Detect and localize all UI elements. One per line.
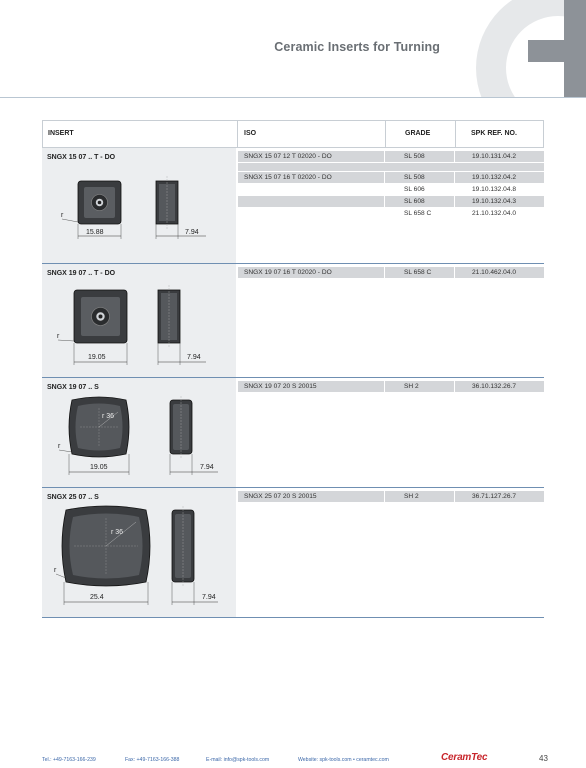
dim-radius: r	[61, 212, 64, 219]
dim-width: 19.05	[90, 464, 108, 471]
insert-table	[42, 120, 544, 618]
ceramtec-logo: CeramTec	[441, 752, 488, 763]
dim-corner: r 36	[102, 413, 115, 420]
cell-divider	[454, 267, 455, 278]
insert-name: SNGX 25 07 .. S	[47, 494, 99, 501]
cell-ref: 21.10.132.04.0	[472, 210, 516, 217]
insert-drawing-sngx-1907-t	[42, 264, 236, 378]
cell-grade: SL 606	[404, 186, 425, 193]
cell-divider	[454, 172, 455, 183]
cell-ref: 36.71.127.26.7	[472, 493, 516, 500]
cell-ref: 36.10.132.26.7	[472, 383, 516, 390]
header-rule	[0, 97, 586, 98]
cell-iso: SNGX 15 07 12 T 02020 - DO	[244, 153, 332, 160]
dim-radius: r	[58, 443, 61, 450]
insert-section-1	[42, 148, 544, 264]
insert-rows	[238, 381, 544, 393]
cell-divider	[384, 196, 385, 207]
cell-grade: SL 508	[404, 153, 425, 160]
table-row	[238, 381, 544, 392]
col-header-grade: GRADE	[405, 130, 431, 137]
cell-grade: SL 508	[404, 174, 425, 181]
insert-drawing-sngx-1507-t	[42, 148, 236, 264]
insert-section-3	[42, 378, 544, 488]
table-row	[238, 267, 544, 278]
cell-iso: SNGX 19 07 20 S 20015	[244, 383, 317, 390]
insert-drawing-sngx-1907-s	[42, 378, 236, 488]
cell-ref: 21.10.462.04.0	[472, 269, 516, 276]
insert-section-4	[42, 488, 544, 618]
footer-phone: Tel.: +49-7163-166-239	[42, 757, 96, 763]
cell-grade: SL 658 C	[404, 210, 432, 217]
table-row	[238, 491, 544, 502]
dim-thickness: 7.94	[187, 354, 201, 361]
insert-rows	[238, 151, 544, 220]
col-divider	[455, 121, 456, 147]
insert-name: SNGX 15 07 .. T - DO	[47, 154, 116, 161]
cell-ref: 19.10.132.04.3	[472, 198, 516, 205]
dim-corner: r 36	[111, 529, 124, 536]
cell-ref: 19.10.132.04.8	[472, 186, 516, 193]
table-row	[238, 151, 544, 162]
cell-divider	[384, 491, 385, 502]
cell-iso: SNGX 19 07 16 T 02020 - DO	[244, 269, 332, 276]
insert-name: SNGX 19 07 .. T - DO	[47, 270, 116, 277]
table-row	[238, 208, 544, 219]
dim-width: 25.4	[90, 594, 104, 601]
footer-fax: Fax: +49-7163-166-388	[125, 757, 180, 763]
table-header	[42, 120, 544, 148]
cell-grade: SH 2	[404, 493, 419, 500]
cell-divider	[384, 151, 385, 162]
table-row	[238, 196, 544, 207]
cell-divider	[454, 196, 455, 207]
dim-thickness: 7.94	[200, 464, 214, 471]
page-number: 43	[539, 754, 548, 763]
footer-email-link[interactable]: E-mail: info@spk-tools.com	[206, 757, 270, 763]
page-title: Ceramic Inserts for Turning	[274, 40, 440, 54]
cell-iso: SNGX 25 07 20 S 20015	[244, 493, 317, 500]
table-row	[238, 184, 544, 195]
dim-thickness: 7.94	[185, 229, 199, 236]
cell-grade: SL 658 C	[404, 269, 432, 276]
col-divider	[237, 121, 238, 147]
cell-divider	[454, 151, 455, 162]
col-divider	[385, 121, 386, 147]
col-header-insert: INSERT	[48, 130, 74, 137]
insert-rows	[238, 491, 544, 503]
cell-ref: 19.10.132.04.2	[472, 174, 516, 181]
cell-divider	[454, 491, 455, 502]
cell-divider	[454, 381, 455, 392]
dim-thickness: 7.94	[202, 594, 216, 601]
dim-radius: r	[54, 567, 57, 574]
header-logo-graphic	[440, 0, 586, 98]
insert-section-2	[42, 264, 544, 378]
insert-name: SNGX 19 07 .. S	[47, 384, 99, 391]
cell-grade: SL 608	[404, 198, 425, 205]
insert-rows	[238, 267, 544, 279]
col-header-ref: SPK REF. NO.	[471, 130, 517, 137]
dim-radius: r	[57, 333, 60, 340]
cell-iso: SNGX 15 07 16 T 02020 - DO	[244, 174, 332, 181]
dim-width: 15.88	[86, 229, 104, 236]
cell-ref: 19.10.131.04.2	[472, 153, 516, 160]
footer-website-link[interactable]: Website: spk-tools.com • ceramtec.com	[298, 757, 389, 763]
col-header-iso: ISO	[244, 130, 257, 137]
cell-grade: SH 2	[404, 383, 419, 390]
table-row	[238, 172, 544, 183]
cell-divider	[384, 172, 385, 183]
cell-divider	[384, 267, 385, 278]
table-row	[238, 163, 544, 171]
dim-width: 19.05	[88, 354, 106, 361]
cell-divider	[384, 381, 385, 392]
insert-drawing-sngx-2507-s	[42, 488, 236, 618]
